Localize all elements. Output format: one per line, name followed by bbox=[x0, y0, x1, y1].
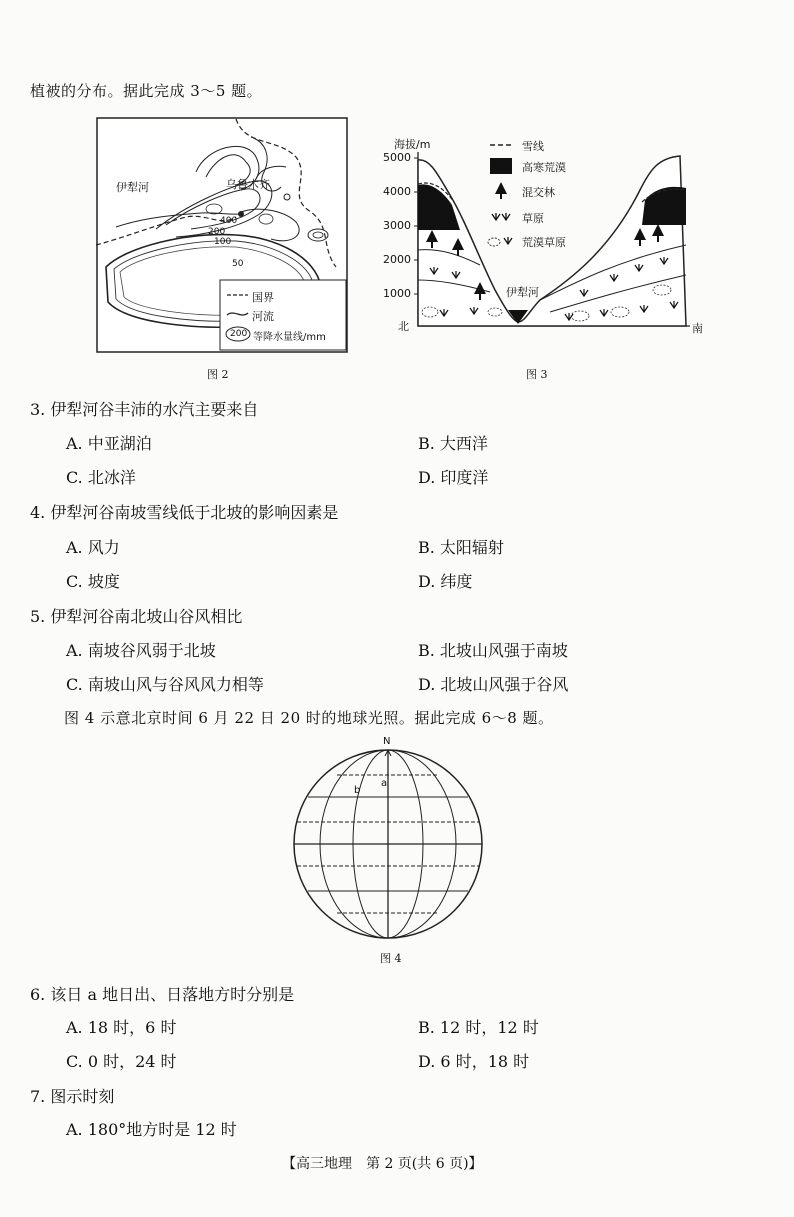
legend-isohyet-label: 等降水量线/mm bbox=[253, 332, 326, 343]
south-label: 南 bbox=[692, 322, 703, 335]
y-tick-1000: 1000 bbox=[383, 287, 411, 300]
north-pole-label: N bbox=[383, 736, 391, 747]
contour-200-label: 200 bbox=[208, 227, 226, 237]
figure-4-svg bbox=[290, 738, 486, 948]
legend-alpine-desert: 高寒荒漠 bbox=[522, 161, 566, 174]
ili-river-profile-label: 伊犁河 bbox=[506, 286, 539, 299]
q5-option-b[interactable]: B. 北坡山风强于南坡 bbox=[418, 641, 568, 660]
figure-4-caption: 图 4 bbox=[380, 952, 402, 965]
figure-3-caption: 图 3 bbox=[526, 368, 548, 381]
north-label: 北 bbox=[398, 320, 409, 333]
q6-option-c[interactable]: C. 0 时，24 时 bbox=[66, 1052, 177, 1071]
q4-option-c[interactable]: C. 坡度 bbox=[66, 572, 120, 591]
q3-option-c[interactable]: C. 北冰洋 bbox=[66, 468, 136, 487]
q6-option-d[interactable]: D. 6 时，18 时 bbox=[418, 1052, 530, 1071]
q7-option-a[interactable]: A. 180°地方时是 12 时 bbox=[66, 1120, 237, 1139]
q4-option-d[interactable]: D. 纬度 bbox=[418, 572, 473, 591]
figure-2-caption: 图 2 bbox=[207, 368, 229, 381]
contour-400-label: 400 bbox=[220, 216, 238, 226]
legend-isohyet-number: 200 bbox=[230, 329, 248, 339]
y-tick-2000: 2000 bbox=[383, 253, 411, 266]
figure-2-map bbox=[96, 117, 348, 353]
legend-snowline: 雪线 bbox=[522, 140, 544, 153]
legend-border-label: 国界 bbox=[252, 291, 274, 304]
legend-mixed-forest: 混交林 bbox=[522, 186, 555, 199]
urumqi-label: 乌鲁木齐 bbox=[226, 178, 270, 191]
q5-option-a[interactable]: A. 南坡谷风弱于北坡 bbox=[66, 641, 216, 660]
q4-option-a[interactable]: A. 风力 bbox=[66, 538, 120, 557]
ili-river-label: 伊犁河 bbox=[116, 181, 149, 194]
point-a-label: a bbox=[381, 778, 388, 789]
contour-100-label: 100 bbox=[214, 237, 232, 247]
figure-4-globe bbox=[290, 738, 486, 948]
q6-stem: 6. 该日 a 地日出、日落地方时分别是 bbox=[30, 985, 295, 1004]
q4-option-b[interactable]: B. 太阳辐射 bbox=[418, 538, 504, 557]
q3-option-b[interactable]: B. 大西洋 bbox=[418, 434, 488, 453]
q5-option-c[interactable]: C. 南坡山风与谷风风力相等 bbox=[66, 675, 264, 694]
y-tick-3000: 3000 bbox=[383, 219, 411, 232]
y-tick-5000: 5000 bbox=[383, 151, 411, 164]
q3-option-a[interactable]: A. 中亚湖泊 bbox=[66, 434, 152, 453]
q6-option-b[interactable]: B. 12 时，12 时 bbox=[418, 1018, 539, 1037]
q5-option-d[interactable]: D. 北坡山风强于谷风 bbox=[418, 675, 569, 694]
y-tick-4000: 4000 bbox=[383, 185, 411, 198]
q6-option-a[interactable]: A. 18 时，6 时 bbox=[66, 1018, 177, 1037]
q3-stem: 3. 伊犁河谷丰沛的水汽主要来自 bbox=[30, 400, 259, 419]
q7-stem: 7. 图示时刻 bbox=[30, 1087, 115, 1106]
legend-grassland: 草原 bbox=[522, 212, 544, 225]
y-axis-title: 海拔/m bbox=[394, 138, 431, 151]
point-b-label: b bbox=[354, 785, 361, 796]
intro-text-top: 植被的分布。据此完成 3～5 题。 bbox=[30, 82, 263, 100]
legend-desert-steppe: 荒漠草原 bbox=[522, 236, 566, 249]
q4-stem: 4. 伊犁河谷南坡雪线低于北坡的影响因素是 bbox=[30, 503, 339, 522]
figure-3-profile bbox=[380, 130, 712, 340]
intro-text-mid: 图 4 示意北京时间 6 月 22 日 20 时的地球光照。据此完成 6～8 题。 bbox=[64, 709, 554, 727]
q5-stem: 5. 伊犁河谷南北坡山谷风相比 bbox=[30, 607, 243, 626]
contour-50-label: 50 bbox=[232, 259, 244, 269]
legend-river-label: 河流 bbox=[252, 310, 274, 323]
q3-option-d[interactable]: D. 印度洋 bbox=[418, 468, 489, 487]
page-footer: 【高三地理 第 2 页(共 6 页)】 bbox=[282, 1156, 483, 1172]
